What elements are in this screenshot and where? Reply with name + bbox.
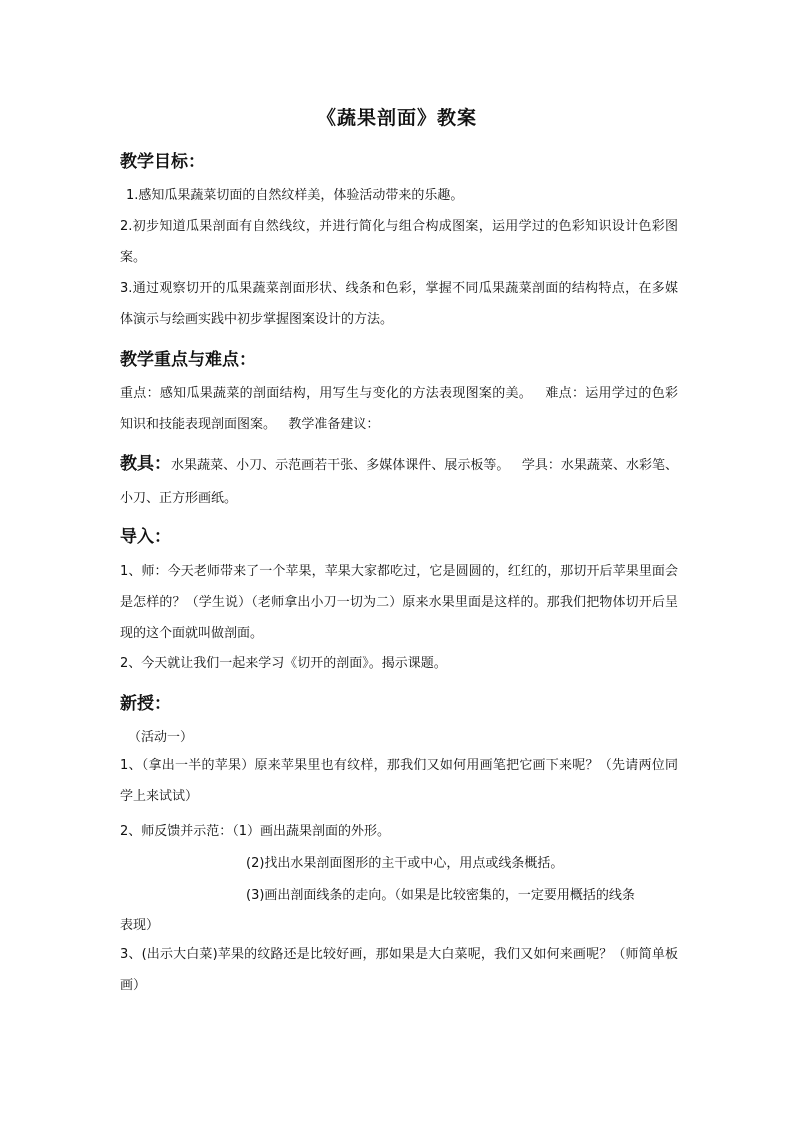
new-lesson-step-3-continued: 表现） bbox=[120, 918, 160, 933]
new-lesson-item-3: 3、(出示大白菜)苹果的纹路还是比较好画，那如果是大白菜呢，我们又如何来画呢？（师简单板画） bbox=[120, 947, 678, 993]
objective-item-1: 1.感知瓜果蔬菜切面的自然纹样美，体验活动带来的乐趣。 bbox=[126, 188, 464, 203]
document-title: 《蔬果剖面》教案 bbox=[316, 107, 477, 129]
objectives-heading: 教学目标： bbox=[120, 152, 205, 172]
new-lesson-item-1: 1、（拿出一半的苹果）原来苹果里也有纹样，那我们又如何用画笔把它画下来呢？（先请两位同学上来试试） bbox=[120, 758, 678, 804]
objective-item-3: 3.通过观察切开的瓜果蔬菜剖面形状、线条和色彩，掌握不同瓜果蔬菜剖面的结构特点，在多媒体演示与绘画实践中初步掌握图案设计的方法。 bbox=[120, 281, 678, 327]
intro-item-1: 1、师：今天老师带来了一个苹果，苹果大家都吃过，它是圆圆的，红红的，那切开后苹果里面会是怎样的？（学生说）（老师拿出小刀一切为二）原来水果里面是这样的。那我们把物体切开后呈现的这个面就叫做剖面。 bbox=[120, 564, 678, 641]
new-lesson-step-2: (2)找出水果剖面图形的主干或中心，用点或线条概括。 bbox=[246, 856, 564, 871]
teaching-tools-label: 教具： bbox=[120, 454, 172, 474]
teaching-tools-text: 水果蔬菜、小刀、示范画若干张、多媒体课件、展示板等。 学具：水果蔬菜、水彩笔、小刀、正方形画纸。 bbox=[120, 458, 678, 506]
activity-label: （活动一） bbox=[128, 730, 194, 745]
teaching-tools-paragraph bbox=[120, 448, 678, 515]
intro-item-2: 2、今天就让我们一起来学习《切开的剖面》。揭示课题。 bbox=[120, 656, 447, 671]
objective-item-2: 2.初步知道瓜果剖面有自然线纹，并进行简化与组合构成图案，运用学过的色彩知识设计色彩图案。 bbox=[120, 219, 678, 265]
key-points-heading: 教学重点与难点： bbox=[120, 350, 256, 370]
key-points-text: 重点：感知瓜果蔬菜的剖面结构，用写生与变化的方法表现图案的美。 难点：运用学过的色彩知识和技能表现剖面图案。 教学准备建议： bbox=[120, 386, 678, 432]
new-lesson-heading: 新授： bbox=[120, 694, 171, 714]
new-lesson-item-2: 2、师反馈并示范：（1）画出蔬果剖面的外形。 bbox=[120, 824, 391, 839]
new-lesson-step-3: (3)画出剖面线条的走向。（如果是比较密集的，一定要用概括的线条 bbox=[246, 888, 635, 903]
intro-heading: 导入： bbox=[120, 527, 171, 547]
